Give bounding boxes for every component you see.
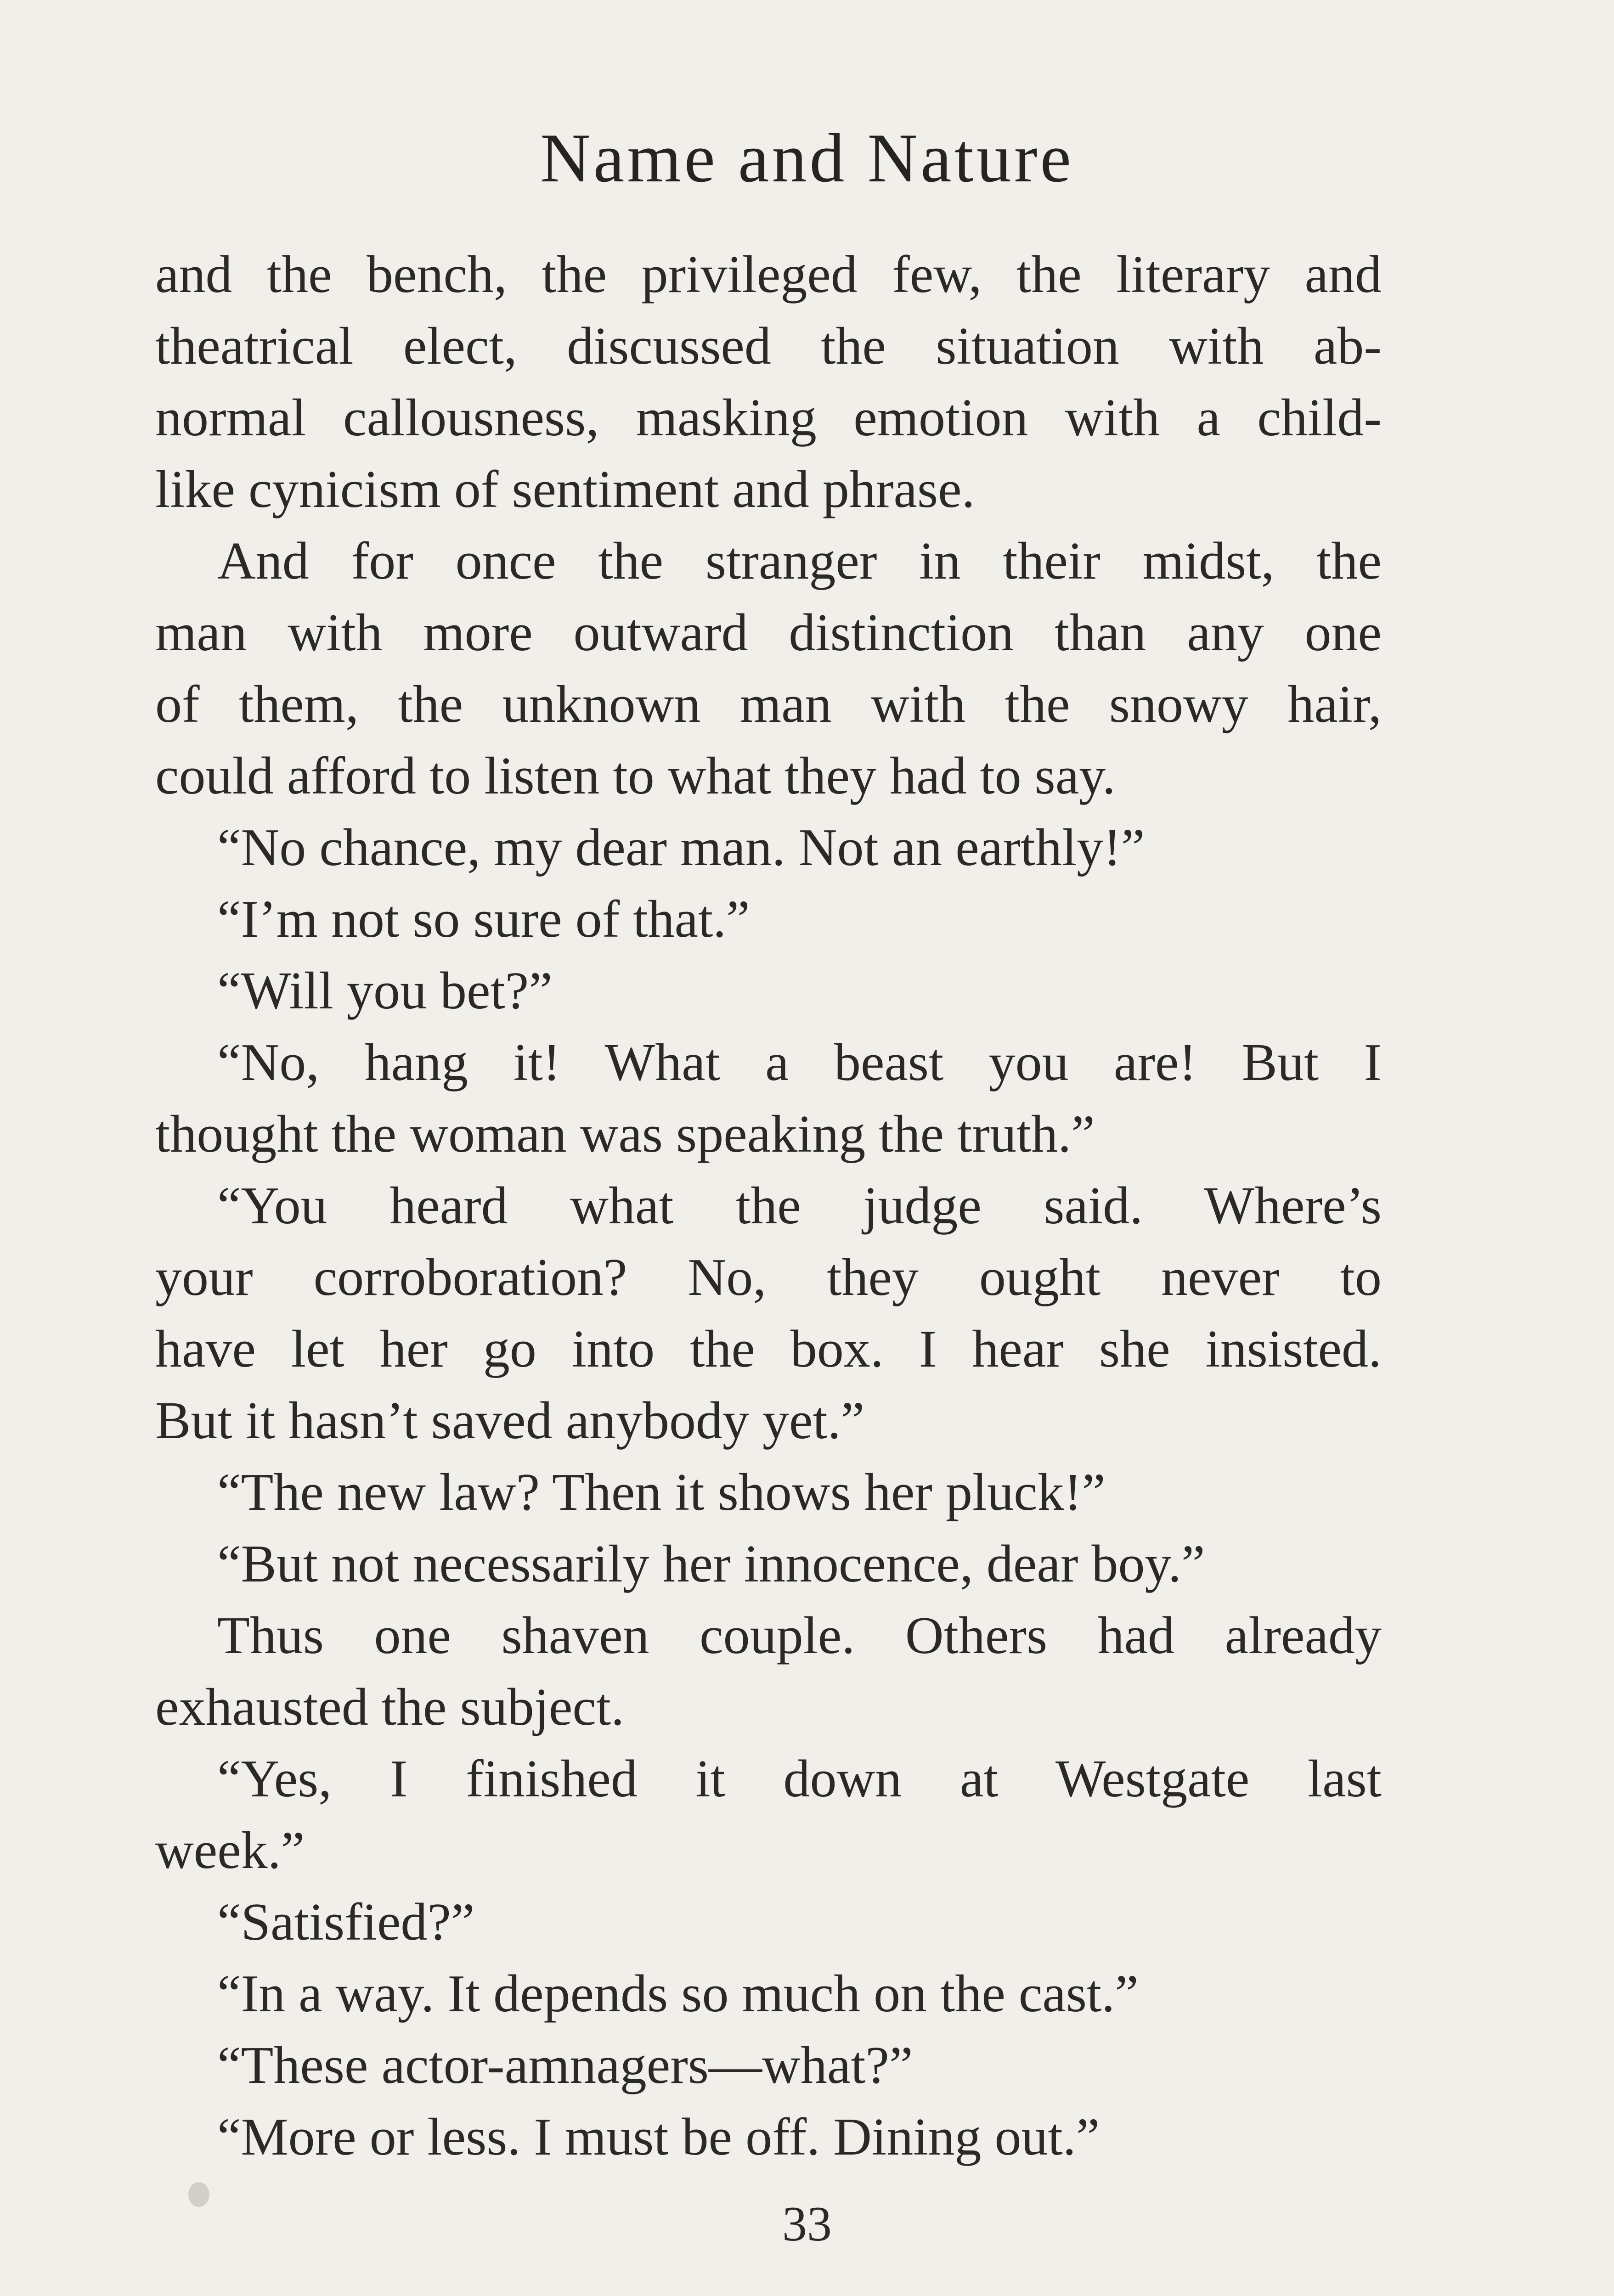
text-line: man with more outward distinction than any one bbox=[155, 603, 1382, 662]
text-line: “But not necessarily her innocence, dear boy.” bbox=[217, 1535, 1205, 1593]
page-number: 33 bbox=[782, 2197, 832, 2251]
text-line: But it hasn’t saved anybody yet.” bbox=[155, 1391, 865, 1450]
text-line: “Satisfied?” bbox=[217, 1893, 475, 1952]
running-head: Name and Nature bbox=[540, 119, 1074, 197]
text-line: normal callousness, masking emotion with a child- bbox=[155, 388, 1382, 447]
text-line: theatrical elect, discussed the situation with ab- bbox=[155, 317, 1382, 376]
text-line: “More or less. I must be off. Dining out.” bbox=[217, 2108, 1100, 2167]
text-line: “Yes, I finished it down at Westgate last bbox=[217, 1750, 1382, 1808]
text-line: your corroboration? No, they ought never to bbox=[155, 1248, 1382, 1307]
text-line: like cynicism of sentiment and phrase. bbox=[155, 460, 975, 519]
text-line: could afford to listen to what they had to say. bbox=[155, 747, 1116, 805]
text-line: And for once the stranger in their midst, the bbox=[217, 532, 1382, 591]
text-line: “No chance, my dear man. Not an earthly!” bbox=[217, 818, 1145, 877]
text-line: “These actor-amnagers—what?” bbox=[217, 2036, 913, 2095]
text-line: Thus one shaven couple. Others had already bbox=[217, 1606, 1382, 1665]
body-text bbox=[155, 239, 1382, 2173]
text-line: thought the woman was speaking the truth.” bbox=[155, 1105, 1095, 1164]
text-line: “You heard what the judge said. Where’s bbox=[217, 1176, 1382, 1235]
text-line: “I’m not so sure of that.” bbox=[217, 890, 750, 949]
text-line: and the bench, the privileged few, the literary and bbox=[155, 245, 1382, 304]
text-line: “Will you bet?” bbox=[217, 962, 553, 1020]
text-line: have let her go into the box. I hear she insisted. bbox=[155, 1320, 1382, 1379]
text-line: week.” bbox=[155, 1821, 305, 1880]
text-line: of them, the unknown man with the snowy hair, bbox=[155, 675, 1382, 734]
text-line: “In a way. It depends so much on the cast.” bbox=[217, 1964, 1139, 2023]
text-line: “The new law? Then it shows her pluck!” bbox=[217, 1463, 1106, 1522]
text-line: exhausted the subject. bbox=[155, 1678, 625, 1737]
text-line: “No, hang it! What a beast you are! But I bbox=[217, 1033, 1382, 1092]
